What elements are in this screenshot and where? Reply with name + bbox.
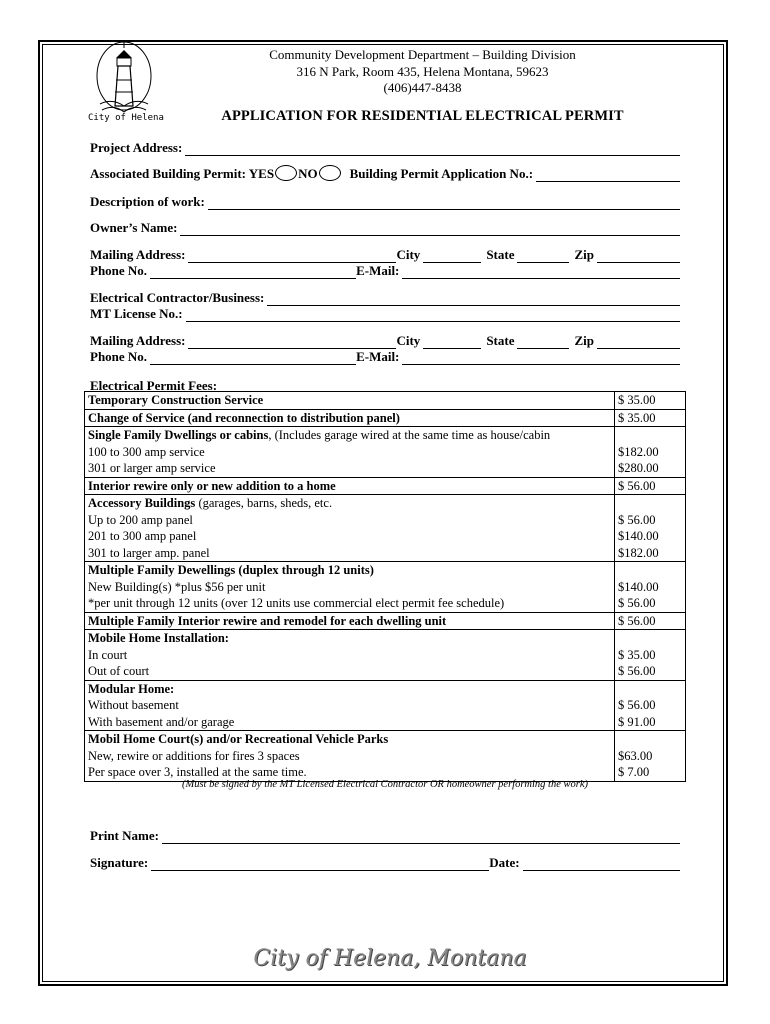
owner-phone-row bbox=[90, 263, 680, 279]
contractor-mailing-row bbox=[90, 333, 680, 349]
fee-item-label: Without basement bbox=[88, 698, 179, 712]
state-label: State bbox=[486, 247, 515, 262]
print-name-field[interactable] bbox=[162, 832, 680, 844]
print-name-label: Print Name: bbox=[90, 828, 159, 843]
city-label: City bbox=[396, 333, 421, 348]
fee-description bbox=[85, 477, 615, 495]
fee-item-label: Per space over 3, installed at the same time. bbox=[88, 765, 307, 779]
email-label: E-Mail: bbox=[356, 349, 400, 364]
contractor-state-field[interactable] bbox=[517, 337, 569, 349]
fee-category-title: Multiple Family Interior rewire and remodel for each dwelling unit bbox=[88, 613, 447, 628]
fee-item-label: In court bbox=[88, 647, 128, 662]
fee-item-label: 301 to larger amp. panel bbox=[88, 545, 210, 560]
fee-description bbox=[85, 630, 615, 681]
project-address-row bbox=[90, 140, 680, 156]
fee-category-title: Modular Home: bbox=[88, 681, 175, 696]
fee-item-label: Up to 200 amp panel bbox=[88, 512, 193, 527]
department-address: 316 N Park, Room 435, Helena Montana, 59623 bbox=[296, 64, 549, 79]
logo-caption: City of Helena bbox=[88, 113, 164, 123]
owner-field[interactable] bbox=[180, 224, 680, 236]
fee-item-label: 100 to 300 amp service bbox=[88, 444, 205, 459]
signature-label: Signature: bbox=[90, 855, 149, 870]
fee-row bbox=[85, 680, 686, 731]
email-label: E-Mail: bbox=[356, 263, 400, 278]
fee-amount: $140.00 bbox=[618, 529, 659, 543]
fee-row bbox=[85, 409, 686, 427]
fee-description bbox=[85, 495, 615, 562]
license-field[interactable] bbox=[186, 310, 680, 322]
city-label: City bbox=[396, 247, 421, 262]
fee-row bbox=[85, 477, 686, 495]
zip-label: Zip bbox=[574, 333, 594, 348]
mailing-label: Mailing Address: bbox=[90, 247, 186, 262]
owner-email-field[interactable] bbox=[402, 267, 680, 279]
contractor-email-field[interactable] bbox=[402, 353, 680, 365]
fee-amounts bbox=[615, 731, 686, 782]
fee-amount: $ 56.00 bbox=[618, 698, 656, 712]
fee-table bbox=[84, 391, 686, 782]
date-field[interactable] bbox=[523, 859, 680, 871]
description-label: Description of work: bbox=[90, 194, 205, 209]
print-name-row bbox=[90, 828, 680, 844]
yes-checkbox[interactable] bbox=[275, 165, 297, 181]
fee-item-label: With basement and/or garage bbox=[88, 714, 235, 729]
license-row bbox=[90, 306, 680, 322]
page-title: APPLICATION FOR RESIDENTIAL ELECTRICAL PERMIT bbox=[221, 108, 624, 124]
department-name: Community Development Department – Building Division bbox=[269, 47, 576, 62]
contractor-zip-field[interactable] bbox=[597, 337, 680, 349]
fee-category-title: Single Family Dwellings or cabins bbox=[88, 428, 269, 442]
fee-category-title: Mobil Home Court(s) and/or Recreational Vehicle Parks bbox=[88, 732, 389, 746]
fee-item-label: 201 to 300 amp panel bbox=[88, 529, 197, 543]
fee-amounts bbox=[615, 612, 686, 630]
fee-amounts bbox=[615, 477, 686, 495]
fee-description bbox=[85, 731, 615, 782]
fee-item-label: New Building(s) *plus $56 per unit bbox=[88, 579, 266, 594]
fee-item-label: *per unit through 12 units (over 12 units use commercial elect permit fee schedule) bbox=[88, 596, 505, 610]
fee-amount: $280.00 bbox=[618, 461, 659, 475]
owner-city-field[interactable] bbox=[423, 251, 481, 263]
fee-description bbox=[85, 427, 615, 478]
fee-amount: $ 91.00 bbox=[618, 714, 656, 729]
fee-amounts bbox=[615, 562, 686, 613]
fees-heading: Electrical Permit Fees: bbox=[90, 378, 218, 393]
description-field[interactable] bbox=[208, 198, 680, 210]
fee-category-note: , (Includes garage wired at the same time as house/cabin bbox=[268, 428, 551, 442]
signature-row bbox=[90, 855, 680, 871]
fee-category-title: Interior rewire only or new addition to a home bbox=[88, 478, 336, 493]
contractor-mailing-field[interactable] bbox=[188, 337, 396, 349]
contractor-row bbox=[90, 290, 680, 306]
fee-category-title: Change of Service (and reconnection to distribution panel) bbox=[88, 410, 400, 425]
fee-item-label: 301 or larger amp service bbox=[88, 461, 216, 475]
fee-description bbox=[85, 392, 615, 410]
bp-application-field[interactable] bbox=[536, 170, 680, 182]
contractor-label: Electrical Contractor/Business: bbox=[90, 290, 265, 305]
fee-row bbox=[85, 495, 686, 562]
fee-amount: $182.00 bbox=[618, 444, 659, 459]
owner-state-field[interactable] bbox=[517, 251, 569, 263]
bp-application-label: Building Permit Application No.: bbox=[349, 166, 534, 181]
fee-description bbox=[85, 409, 615, 427]
fee-category-title: Accessory Buildings bbox=[88, 496, 196, 510]
description-row bbox=[90, 194, 680, 210]
mailing-label: Mailing Address: bbox=[90, 333, 186, 348]
fee-category-title: Multiple Family Dewellings (duplex through 12 units) bbox=[88, 563, 374, 577]
fee-row bbox=[85, 392, 686, 410]
signature-note: (Must be signed by the MT Licensed Electrical Contractor OR homeowner performing the work) bbox=[181, 779, 589, 790]
date-label: Date: bbox=[489, 855, 520, 870]
contractor-phone-row bbox=[90, 349, 680, 365]
fee-row bbox=[85, 731, 686, 782]
fee-description bbox=[85, 680, 615, 731]
owner-mailing-field[interactable] bbox=[188, 251, 396, 263]
fee-amounts bbox=[615, 680, 686, 731]
associated-permit-row bbox=[90, 166, 680, 182]
fee-item-label: New, rewire or additions for fires 3 spaces bbox=[88, 748, 300, 763]
fee-category-note: (garages, barns, sheds, etc. bbox=[195, 496, 333, 510]
owner-zip-field[interactable] bbox=[597, 251, 680, 263]
state-label: State bbox=[486, 333, 515, 348]
no-label: NO bbox=[298, 166, 318, 181]
fee-description bbox=[85, 562, 615, 613]
owner-label: Owner’s Name: bbox=[90, 220, 178, 235]
fee-item-label: Out of court bbox=[88, 664, 150, 678]
fee-amount: $182.00 bbox=[618, 545, 659, 560]
fee-description bbox=[85, 612, 615, 630]
phone-label: Phone No. bbox=[90, 349, 148, 364]
footer-city-name: City of Helena, Montana bbox=[253, 946, 527, 971]
no-checkbox[interactable] bbox=[319, 165, 341, 181]
fee-amounts bbox=[615, 392, 686, 410]
fee-amount: $ 35.00 bbox=[618, 393, 656, 407]
fee-amount: $63.00 bbox=[618, 748, 653, 763]
fee-amount: $ 35.00 bbox=[618, 647, 656, 662]
fee-amount: $ 56.00 bbox=[618, 512, 656, 527]
fee-amount: $ 56.00 bbox=[618, 478, 656, 493]
fee-amount: $ 56.00 bbox=[618, 613, 656, 628]
project-address-field[interactable] bbox=[185, 144, 680, 156]
fee-amount: $ 56.00 bbox=[618, 596, 656, 610]
fee-row bbox=[85, 630, 686, 681]
contractor-field[interactable] bbox=[267, 294, 680, 306]
owner-row bbox=[90, 220, 680, 236]
fee-amounts bbox=[615, 495, 686, 562]
department-phone: (406)447-8438 bbox=[383, 80, 462, 95]
phone-label: Phone No. bbox=[90, 263, 148, 278]
project-address-label: Project Address: bbox=[90, 140, 183, 155]
fee-row bbox=[85, 612, 686, 630]
fee-amounts bbox=[615, 427, 686, 478]
zip-label: Zip bbox=[574, 247, 594, 262]
fee-category-title: Temporary Construction Service bbox=[88, 393, 264, 407]
license-label: MT License No.: bbox=[90, 306, 183, 321]
fee-row bbox=[85, 427, 686, 478]
fee-category-title: Mobile Home Installation: bbox=[88, 631, 229, 645]
contractor-phone-field[interactable] bbox=[150, 353, 356, 365]
fee-amount: $140.00 bbox=[618, 579, 659, 594]
fee-amount: $ 7.00 bbox=[618, 765, 650, 779]
owner-mailing-row bbox=[90, 247, 680, 263]
fee-row bbox=[85, 562, 686, 613]
fee-amount: $ 35.00 bbox=[618, 410, 656, 425]
associated-permit-label: Associated Building Permit: YES bbox=[90, 166, 275, 181]
fee-amounts bbox=[615, 630, 686, 681]
signature-field[interactable] bbox=[151, 859, 489, 871]
contractor-city-field[interactable] bbox=[423, 337, 481, 349]
fee-amounts bbox=[615, 409, 686, 427]
fee-amount: $ 56.00 bbox=[618, 664, 656, 678]
owner-phone-field[interactable] bbox=[150, 267, 356, 279]
